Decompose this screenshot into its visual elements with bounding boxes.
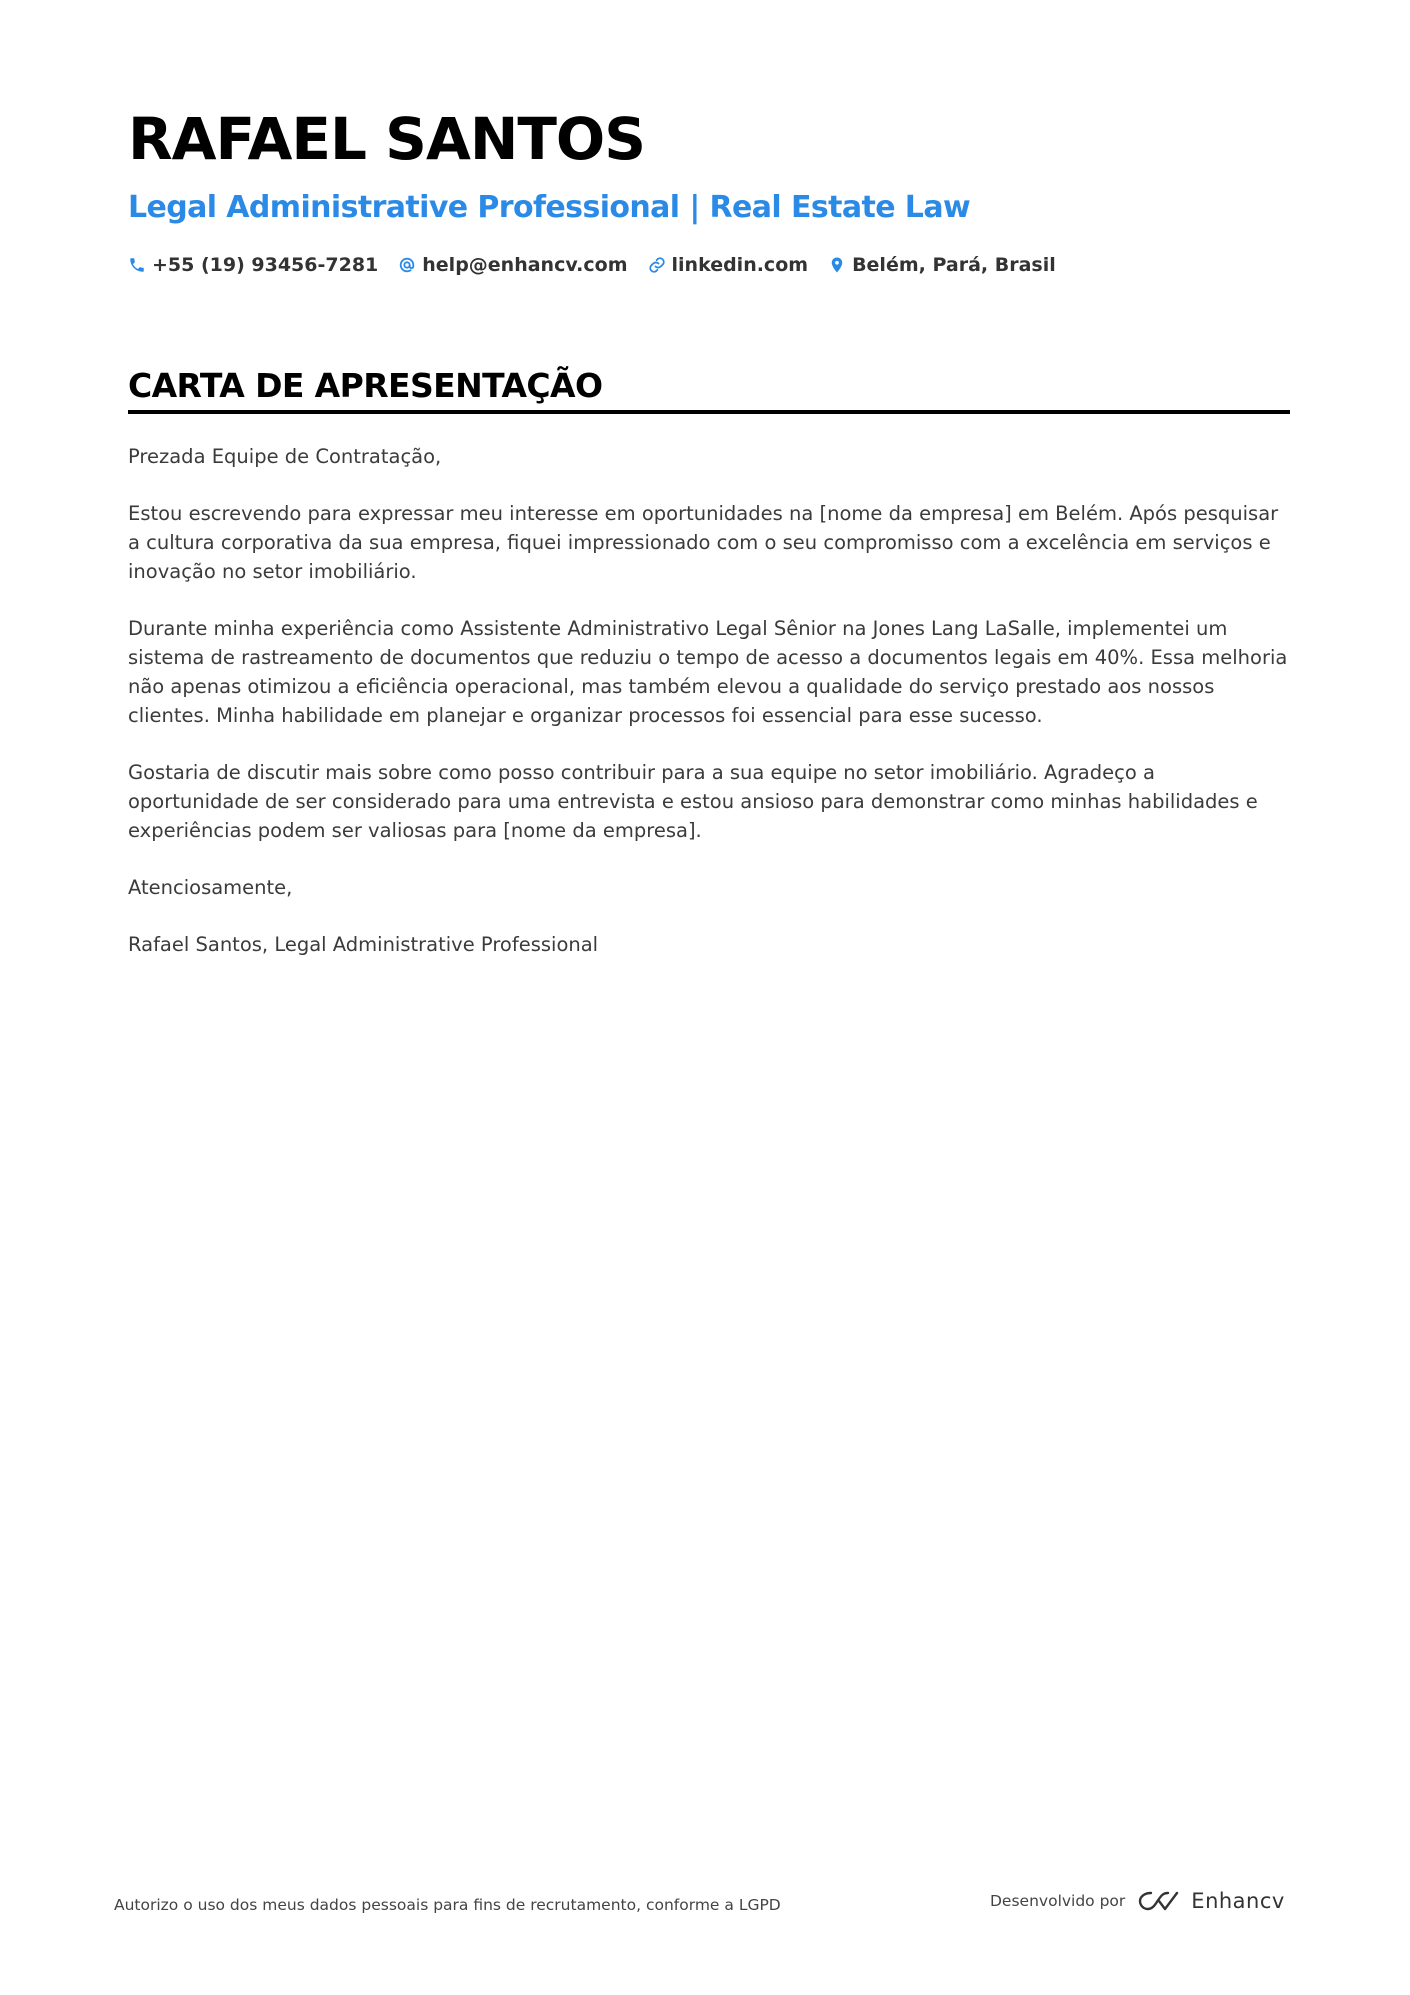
email-text: help@enhancv.com (422, 254, 628, 276)
brand-name: Enhancv (1191, 1889, 1285, 1913)
section-divider (128, 410, 1290, 414)
contact-linkedin[interactable] (648, 254, 809, 276)
contact-phone[interactable] (128, 254, 378, 276)
contact-email[interactable] (398, 254, 627, 276)
powered-by[interactable] (990, 1888, 1285, 1914)
letter-closing: Atenciosamente, (128, 876, 293, 899)
contact-location (828, 254, 1056, 276)
contact-bar (128, 254, 1076, 276)
letter-signature: Rafael Santos, Legal Administrative Professional (128, 933, 599, 956)
candidate-name: RAFAEL SANTOS (128, 105, 646, 173)
at-sign-icon (398, 256, 416, 274)
section-title: CARTA DE APRESENTAÇÃO (128, 366, 603, 405)
letter-paragraph-2: Durante minha experiência como Assistente Administrativo Legal Sênior na Jones Lang LaSalle, implementei um sistema de rastreamento de documentos que reduziu o tempo de acesso a documentos legais em 40%. Essa melhoria não apenas otimizou a eficiência operacional, mas também elevou a qualidade do serviço prestado aos nossos clientes. Minha habilidade em planejar e organizar processos foi essencial para esse sucesso. (128, 617, 1288, 727)
consent-note: Autorizo o uso dos meus dados pessoais para fins de recrutamento, conforme a LGPD (114, 1896, 781, 1914)
phone-text: +55 (19) 93456-7281 (152, 254, 379, 276)
location-text: Belém, Pará, Brasil (852, 254, 1056, 276)
linkedin-text: linkedin.com (671, 254, 809, 276)
letter-greeting: Prezada Equipe de Contratação, (128, 445, 442, 468)
letter-paragraph-1: Estou escrevendo para expressar meu interesse em oportunidades na [nome da empresa] em Belém. Após pesquisar a cultura corporativa da sua empresa, fiquei impressionado com o seu compromisso com a excelência em serviços e inovação no setor imobiliário. (128, 502, 1279, 583)
letter-body (128, 442, 1290, 987)
phone-icon (128, 256, 146, 274)
powered-by-label: Desenvolvido por (990, 1892, 1126, 1910)
enhancv-logo-icon (1137, 1888, 1181, 1914)
job-title: Legal Administrative Professional | Real Estate Law (128, 190, 971, 225)
letter-paragraph-3: Gostaria de discutir mais sobre como posso contribuir para a sua equipe no setor imobiliário. Agradeço a oportunidade de ser considerado para uma entrevista e estou ansioso para demonstrar como minhas habilidades e experiências podem ser valiosas para [nome da empresa]. (128, 761, 1258, 842)
map-pin-icon (828, 256, 846, 274)
link-icon (648, 256, 666, 274)
